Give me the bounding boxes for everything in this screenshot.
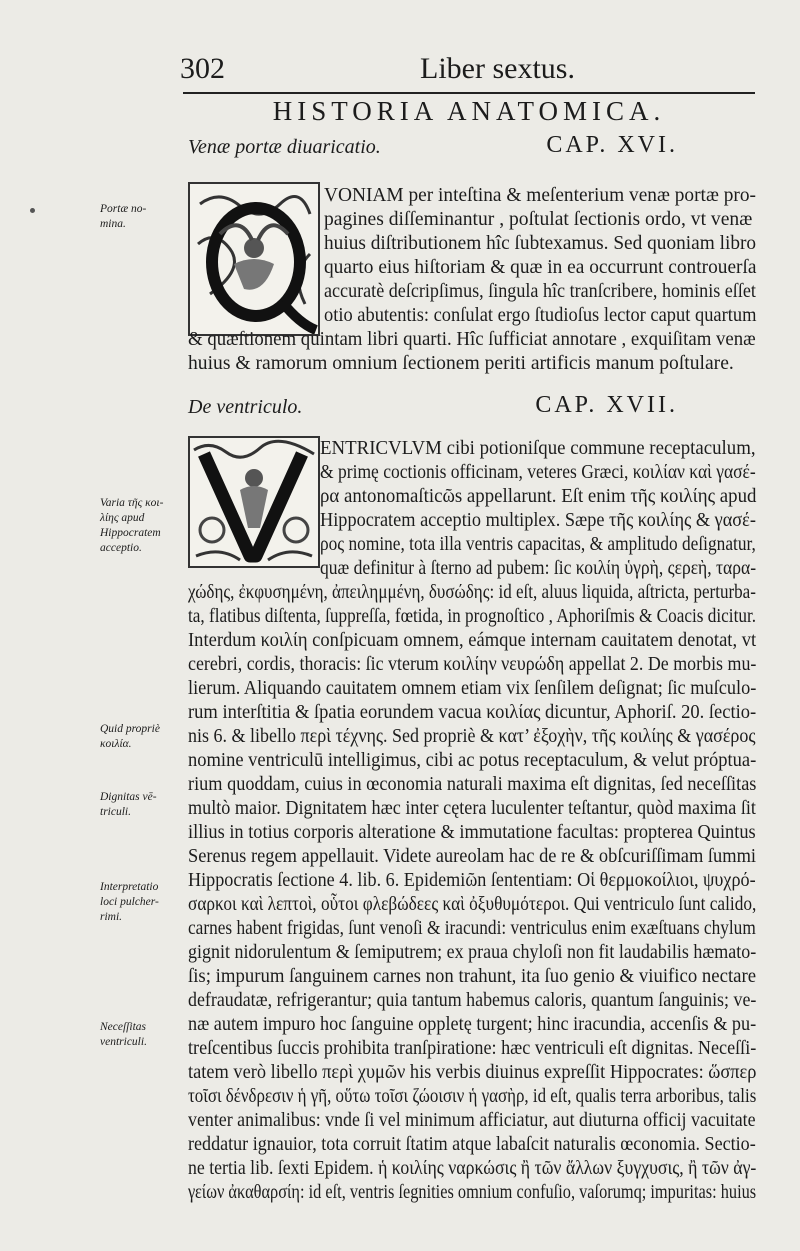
margin-note-portae-nomina: Portæ no- mina. [100,203,147,230]
chapter-17-subtitle: De ventriculo. [188,396,303,418]
margin-note-necessitas: Neceſſitas ventriculi. [100,1021,147,1048]
chapter-17-line-11: lierum. Aliquando cauitatem omnem etiam vix ſenſilem deſignat; ſic muſculo- [188,678,757,699]
margin-note-interpretatio: Interpretatio loci pulcher- rimi. [100,881,159,923]
chapter-17-line-21: carnes habent frigidas, ſunt venoſi & iracundi: ventriculus enim exæſtuans chylum [188,918,756,939]
chapter-16-heading [188,132,748,162]
chapter-17-line-22: gignit nidorulentum & ſemiputrem; ex praua chyloſi non fit laudabilis hæmato- [188,942,757,963]
chapter-17-line-26: treſcentibus ſuccis prohibita tranſpiratione: hæc ventriculi eſt dignitas. Neceſſi- [188,1038,757,1059]
chapter-17-line-8: ta, flatibus diſtenta, ſuppreſſa, fœtida, in prognoſtico , Aphoriſmis & Coacis dicitur. [188,606,757,627]
chapter-16-number: CAP. XVI. [546,132,678,158]
page-number: 302 [180,52,225,85]
chapter-17-line-18: Serenus regem appellauit. Videte aureolam hac de re & obſcuriſſimam ſummi [188,846,757,867]
chapter-17-line-32: γείων ἀκαθαρσίη: id eſt, ventris ſegnities omnium confuſio, vaſorumq; impuritas: huius [188,1182,757,1203]
ornament-initial-q-icon [190,184,318,334]
chapter-17-line-30: reddatur ignauior, tota corruit ſtatim atque labaſcit naturalis œconomia. Sectio- [188,1134,756,1155]
chapter-16-line-4: quarto eius hiſtoriam & quæ in ea occurrunt controuerſa [324,257,757,278]
chapter-17-line-25: næ autem impuro hoc ſanguine oppletę turgent; hinc iracundia, accenſis & pu- [188,1014,757,1035]
running-head [180,50,755,90]
main-title: HISTORIA ANATOMICA. [272,96,666,126]
chapter-16-line-7: & quæſtionem quintam libri quarti. Hîc ſufficiat annotare , exquiſitam venæ [188,329,756,350]
chapter-17-line-31: ne tertia lib. ſexti Epidem. ἡ κοιλίης ναρκώσις ἢ τῶν ἄλλων ξυγχυσις, ἢ τῶν ἀγ- [188,1158,757,1179]
header-rule [183,92,755,94]
chapter-17-heading [188,392,748,422]
chapter-17-line-16: multò maior. Dignitatem hæc inter cętera luculenter teſtantur, quòd maxima ſit [188,798,756,819]
chapter-17-line-23: ſis; impurum ſanguinem carnes non trahunt, ita ſuo genio & viuifico nectare [188,966,757,987]
chapter-17-line-14: nomine ventriculū intelligimus, cibi ac potus receptaculum, & velut próptua- [188,750,757,771]
chapter-17-line-27: tatem verò libello περὶ χυμῶν his verbis diuinus expreſſit Hippocrates: ὥσπερ [188,1062,757,1083]
chapter-16-subtitle: Venæ portæ diuaricatio. [188,136,381,158]
chapter-17-line-17: illius in totius corporis alteratione & immutatione facultas: propterea Quintus [188,822,756,843]
chapter-17-line-15: rium quoddam, cuius in œconomia naturali maxima eſt dignitas, ſed neceſſitas [188,774,757,795]
chapter-17-line-3: ρα antonomaſticῶs appellarunt. Eſt enim τῆς κοιλίης apud [320,486,757,507]
chapter-17-line-1: ENTRICVLVM cibi potioniſque commune receptaculum, [320,438,756,459]
margin-note-varia-acceptio: Varia τῆς κοι- λίης apud Hippocratem acceptio. [100,497,164,554]
chapter-16-line-3: huius diſtributionem hîc ſubtexamus. Sed quoniam libro [324,233,757,254]
chapter-16-line-1: VONIAM per inteſtina & meſenterium venæ portæ pro- [324,185,756,206]
chapter-17-line-13: nis 6. & libello περὶ τέχνης. Sed propriè & κατ’ ἐξοχὴν, τῆς κοιλίης & γασέρος [188,726,756,747]
chapter-17-line-12: rum interſtitia & ſpatia eorundem vacua κοιλίας dicuntur, Aphoriſ. 20. ſectio- [188,702,757,723]
chapter-16-line-5: accuratè deſcripſimus, ſingula hîc tranſcribere, hominis eſſet [324,281,756,302]
ornament-initial-v-icon [190,438,318,566]
chapter-17-line-24: defraudatæ, refrigerantur; quia tantum habemus caloris, quantum ſanguinis; ve- [188,990,757,1011]
running-title: Liber sextus. [420,52,575,85]
chapter-17-line-6: quæ definitur à ſterno ad pubem: ſic κοιλίη ὑγρὴ, ςερεὴ, ταρα- [320,558,757,579]
chapter-17-line-4: Hippocratem acceptio multiplex. Sæpe τῆς κοιλίης & γασέ- [320,510,756,531]
chapter-17-line-29: venter animalibus: vnde ſi vel minimum afficiatur, aut diuturna officij vacuitate [188,1110,756,1131]
chapter-17-line-9: Interdum κοιλίη conſpicuam omnem, eámque internam cauitatem denotat, vt [188,630,757,651]
chapter-17-line-5: ρος nomine, tota illa ventris capacitas, & amplitudo deſignatur, [320,534,756,555]
margin-note-dignitas: Dignitas vē- triculi. [100,791,157,818]
chapter-17-line-28: τοῖσι δένδρεσιν ἡ γῆ, οὕτω τοῖσι ζώοισιν ἡ γασὴρ, id eſt, qualis terra arboribus, talis [188,1086,757,1107]
chapter-17-line-7: χώδης, ἐκφυσημένη, ἀπειλημμένη, δυσώδης: id eſt, aluus liquida, aſtricta, perturba- [188,582,756,603]
chapter-16-line-8: huius & ramorum omnium ſectionem periti artificis manum poſtulare. [188,353,734,374]
margin-dot [30,208,35,213]
margin-note-quid-proprie: Quid propriè κοιλία. [100,723,160,750]
chapter-17-line-2: & primę coctionis officinam, veteres Græci, κοιλίαν καὶ γασέ- [320,462,756,483]
chapter-17-number: CAP. XVII. [535,392,678,418]
chapter-17-decorated-initial [188,436,320,568]
chapter-17-line-20: σαρκοι καὶ λεπτοὶ, οὗτοι φλεβώδεες καὶ ὀξυθυμότεροι. Qui ventriculo ſunt calido, [188,894,757,915]
chapter-16-decorated-initial [188,182,320,336]
chapter-16-line-6: otio abutentis: conſulat ergo ſtudioſus lector caput quartum [324,305,757,326]
chapter-17-line-19: Hippocratis ſectione 4. lib. 6. Epidemiῶn ſententiam: Οἱ θερμοκοίλιοι, ψυχρό- [188,870,756,891]
chapter-16-line-2: pagines diſſeminantur , poſtulat ſectionis ordo, vt venæ [324,209,753,230]
chapter-17-line-10: cerebri, cordis, thoracis: ſic vterum κοιλίην νευρώδη appellat 2. De morbis mu- [188,654,757,675]
